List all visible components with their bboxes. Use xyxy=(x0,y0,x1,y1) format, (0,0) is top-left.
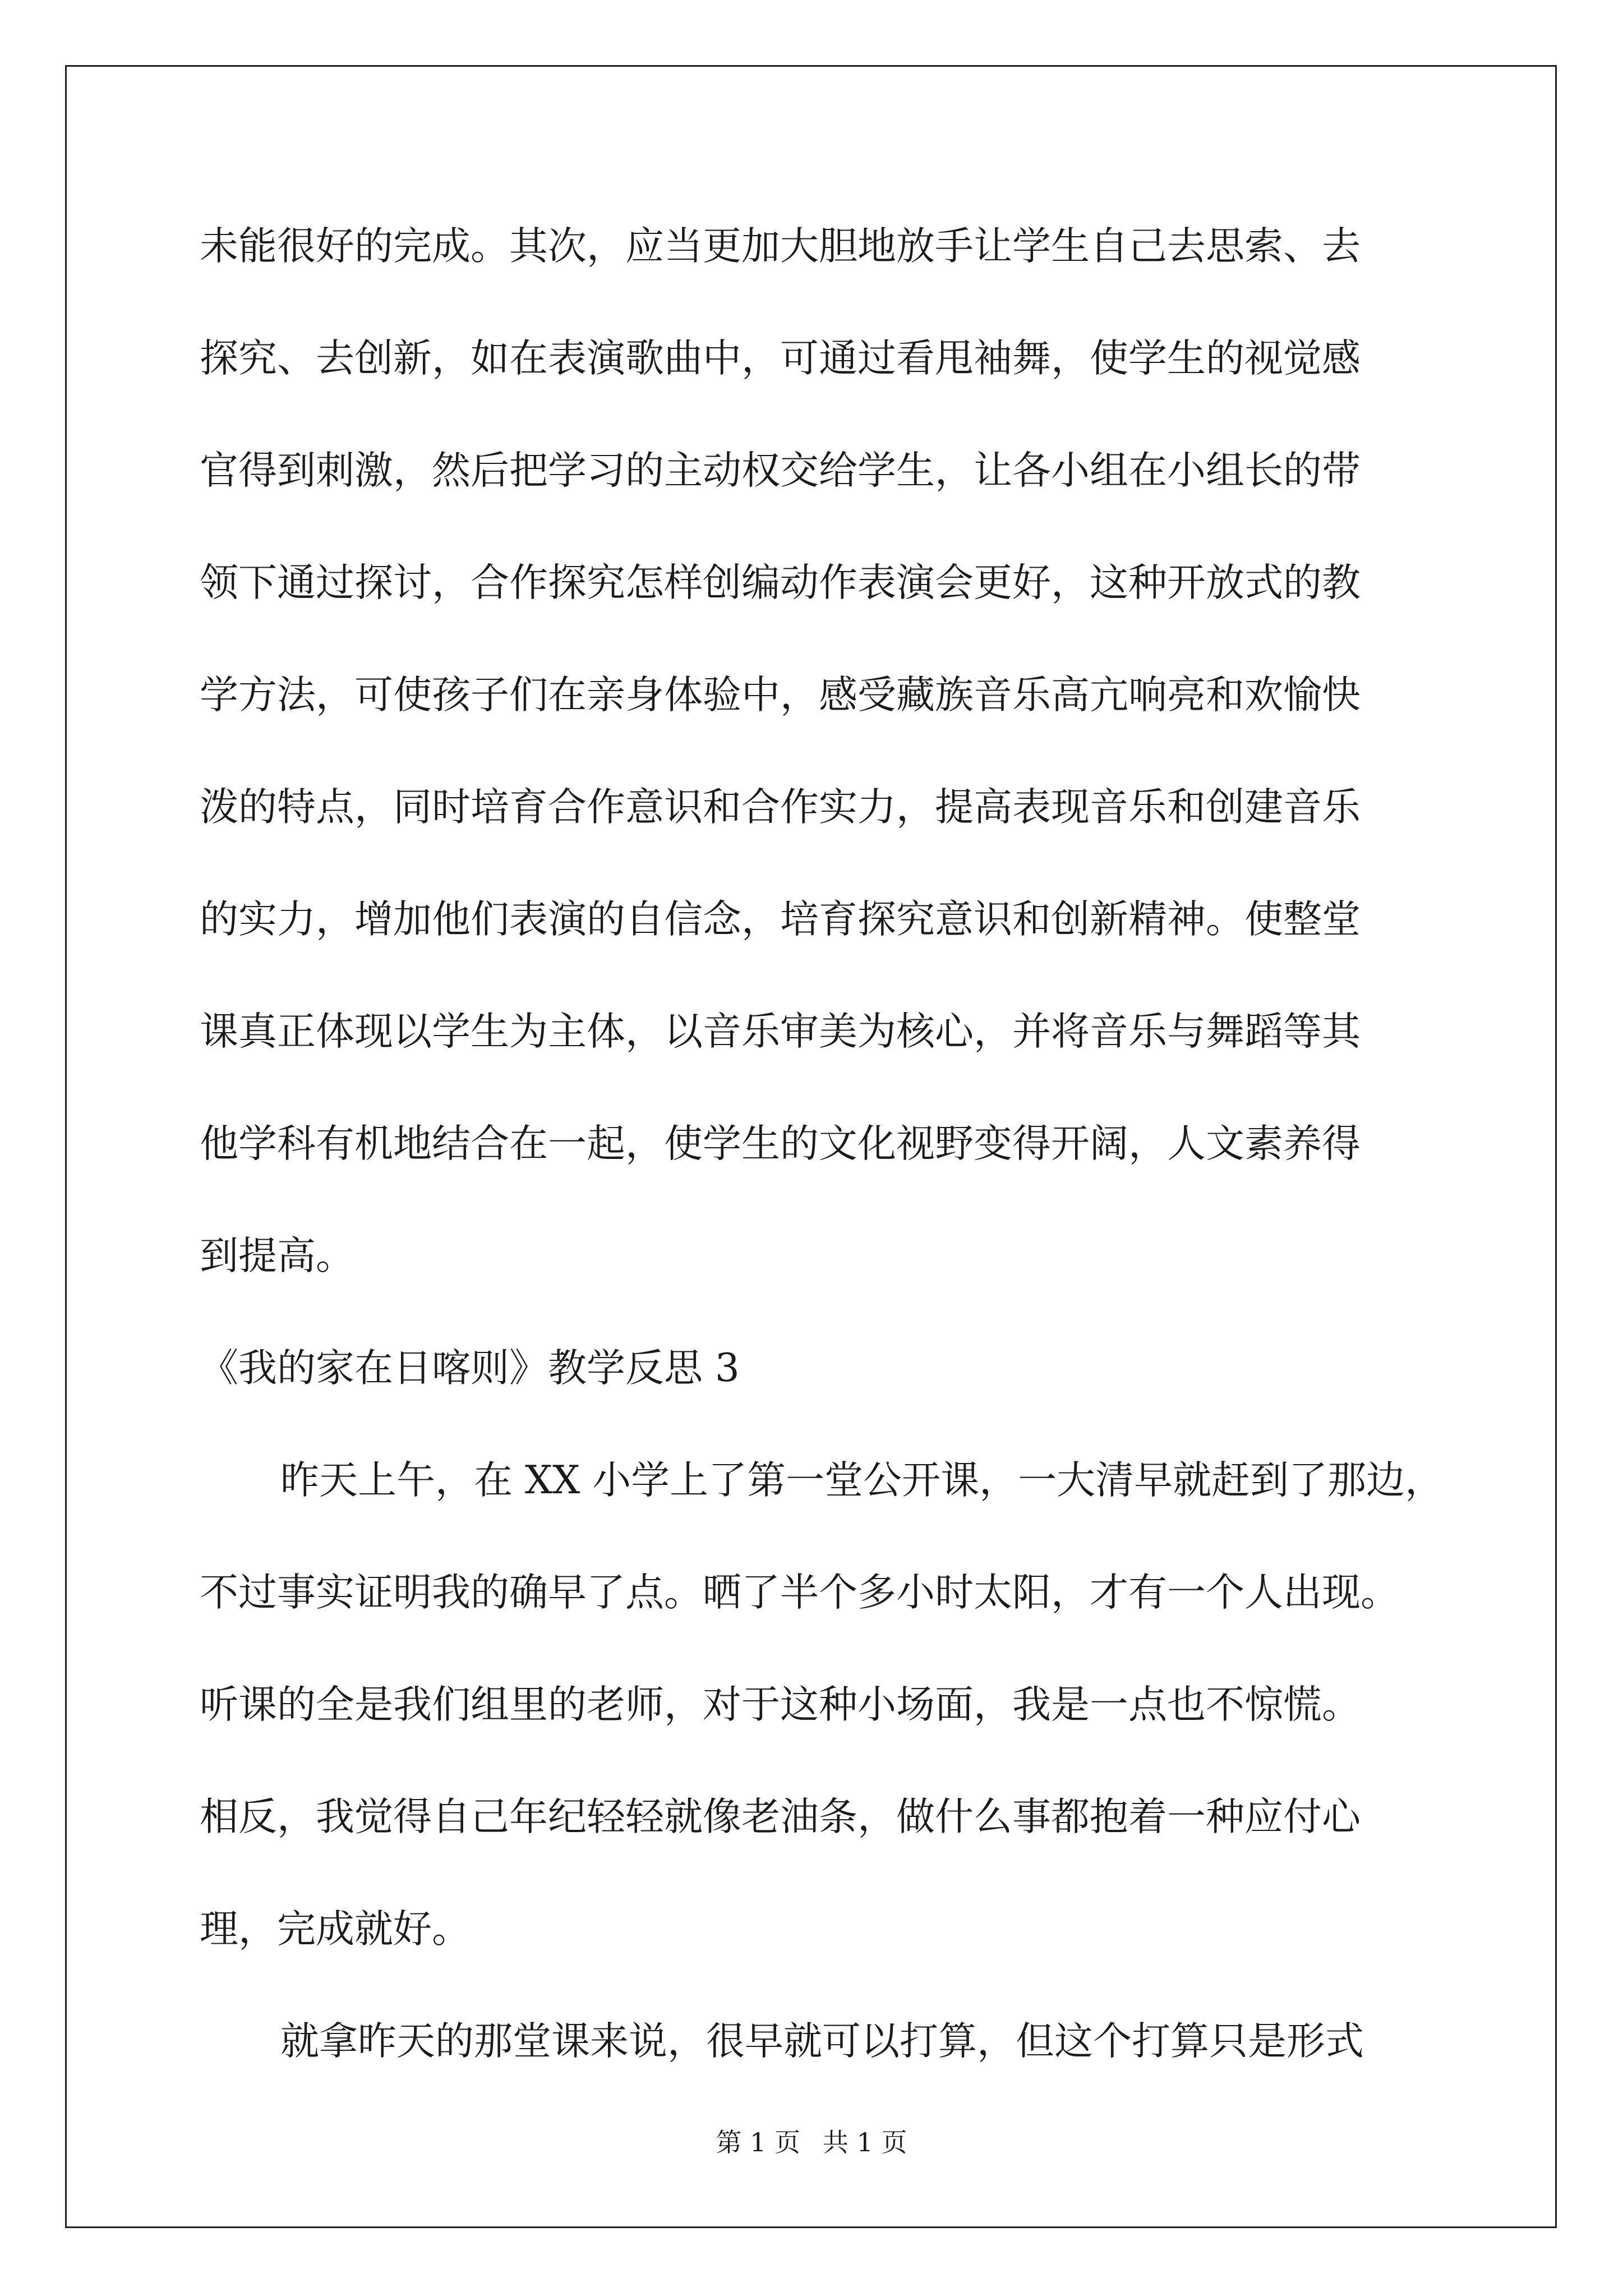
paragraph-1-line-5: 学方法，可使孩子们在亲身体验中，感受藏族音乐高亢响亮和欢愉快 xyxy=(200,673,1361,717)
page-footer xyxy=(0,2129,1623,2155)
paragraph-3-line-1: 就拿昨天的那堂课来说，很早就可以打算，但这个打算只是形式 xyxy=(280,2019,1364,2064)
paragraph-2-line-1: 昨天上午，在 XX 小学上了第一堂公开课，一大清早就赶到了那边， xyxy=(280,1458,1444,1503)
paragraph-2-line-2: 不过事实证明我的确早了点。晒了半个多小时太阳，才有一个人出现。 xyxy=(200,1570,1399,1615)
paragraph-1-line-4: 领下通过探讨，合作探究怎样创编动作表演会更好，这种开放式的教 xyxy=(200,560,1361,605)
paragraph-1-line-1: 未能很好的完成。其次，应当更加大胆地放手让学生自己去思索、去 xyxy=(200,224,1361,269)
paragraph-1-line-9: 他学科有机地结合在一起，使学生的文化视野变得开阔，人文素养得 xyxy=(200,1121,1361,1166)
paragraph-1-line-6: 泼的特点，同时培育合作意识和合作实力，提高表现音乐和创建音乐 xyxy=(200,785,1361,830)
paragraph-2-line-5: 理，完成就好。 xyxy=(200,1907,471,1952)
paragraph-1-line-8: 课真正体现以学生为主体，以音乐审美为核心，并将音乐与舞蹈等其 xyxy=(200,1009,1361,1054)
paragraph-2-line-3: 听课的全是我们组里的老师，对于这种小场面，我是一点也不惊慌。 xyxy=(200,1682,1361,1727)
section-title: 《我的家在日喀则》教学反思 3 xyxy=(200,1346,740,1391)
paragraph-1-line-10: 到提高。 xyxy=(200,1234,354,1278)
page-number-current: 第 1 页 xyxy=(716,2127,800,2157)
paragraph-1-line-3: 官得到刺激，然后把学习的主动权交给学生，让各小组在小组长的带 xyxy=(200,448,1361,493)
paragraph-2-line-4: 相反，我觉得自己年纪轻轻就像老油条，做什么事都抱着一种应付心 xyxy=(200,1795,1361,1839)
paragraph-1-line-7: 的实力，增加他们表演的自信念，培育探究意识和创新精神。使整堂 xyxy=(200,897,1361,942)
page-number-total: 共 1 页 xyxy=(823,2127,907,2157)
paragraph-1-line-2: 探究、去创新，如在表演歌曲中，可通过看甩袖舞，使学生的视觉感 xyxy=(200,336,1361,381)
